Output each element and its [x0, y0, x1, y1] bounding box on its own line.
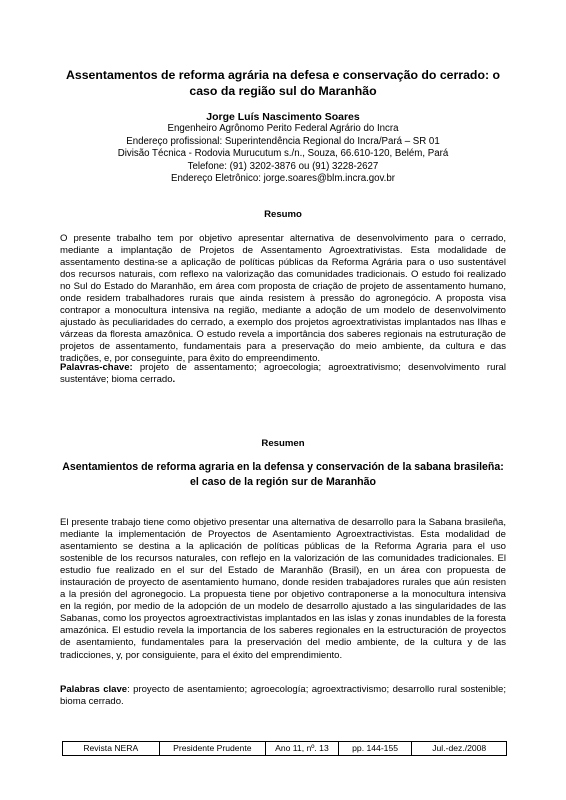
footer-issue: Ano 11, nº. 13 — [266, 742, 339, 755]
resumen-title: Asentamientos de reforma agraria en la defensa y conservación de la sabana brasileña: el caso de la región sur de Maranhão — [62, 461, 504, 488]
affiliation-line: Endereço Eletrônico: jorge.soares@blm.incra.gov.br — [171, 173, 395, 185]
affiliation-line: Telefone: (91) 3202-3876 ou (91) 3228-2627 — [187, 160, 379, 172]
affiliation-line: Engenheiro Agrônomo Perito Federal Agrário do Incra — [167, 123, 399, 134]
keywords-text: projeto de assentamento; agroecologia; agroextrativismo; desenvolvimento rural sustentáve; bioma cerrado — [60, 362, 506, 386]
keywords-end: . — [172, 374, 176, 386]
footer-city: Presidente Prudente — [160, 742, 267, 755]
keywords-label: Palabras clave — [60, 684, 128, 695]
resumo-keywords — [60, 362, 506, 386]
affiliation-line: Divisão Técnica - Rodovia Murucutum s./n., Souza, 66.610-120, Belém, Pará — [117, 148, 449, 160]
footer-pages: pp. 144-155 — [339, 742, 413, 755]
footer-date: Jul.-dez./2008 — [432, 743, 487, 753]
resumen-heading: Resumen — [261, 438, 305, 449]
resumen-body: El presente trabajo tiene como objetivo presentar una alternativa de desarrollo para la Sabana brasileña, mediante la implementación de Proyectos de Asentamiento Agroextractivistas. Esta modalidad de asentamiento se destina a la aplicación de políticas públicas de la Reforma Agraria para el uso sostenible de los recursos naturales, con reflejo en la valorización de las comunidades tradicionales. El estudio fue realizado en el sur del Estado de Maranhão (Brasil), en un área con propuesta de instauración de proyecto de asentamiento humano, donde residen trabajadores rurales que aún resisten a la presión del agronegocio. La propuesta tiene por objetivo contraponerse a la monocultura intensiva en la región, por medio de la adopción de un modelo de desarrollo ajustado a las singularidades de las Sabanas, como los proyectos agroextractivistas implantados en las islas y zonas inundables de la foresta amazónica. El estudio revela la importancia de los saberes regionales en la estructuración de proyectos de asentamiento, fundamentales para la preservación del medio ambiente, de la cultura y de las tradicciones, y, por consiguiente, para el éxito del emprendimiento. — [60, 517, 506, 661]
resumen-keywords — [60, 684, 506, 708]
affiliation-line: Endereço profissional: Superintendência Regional do Incra/Pará – SR 01 — [126, 135, 440, 147]
author-affiliation — [60, 123, 506, 186]
footer-journal: Revista NERA — [63, 742, 160, 755]
author-name: Jorge Luís Nascimento Soares — [206, 111, 360, 123]
keywords-text: : proyecto de asentamiento; agroecología; agroextractivismo; desarrollo rural sostenible; bioma cerrado. — [60, 684, 506, 708]
keywords-label: Palavras-chave: — [60, 362, 133, 373]
journal-footer — [62, 741, 507, 756]
resumo-heading: Resumo — [264, 209, 302, 220]
paper-title: Assentamentos de reforma agrária na defesa e conservação do cerrado: o caso da região sul do Maranhão — [66, 68, 500, 98]
resumo-body: O presente trabalho tem por objetivo apresentar alternativa de desenvolvimento para o cerrado, mediante a implantação de Projetos de Assentamento Agroextrativistas. Esta modalidade de assentamento destina-se a aplicação de políticas públicas da Reforma Agrária para o uso sustentável dos recursos naturais, com reflexo na valorização das comunidades tradicionais. O estudo foi realizado no Sul do Estado do Maranhão, em área com proposta de criação de projeto de assentamento humano, onde residem trabalhadores rurais que ainda resistem à pressão do agronegócio. A proposta visa contrapor a monocultura intensiva na região, mediante a adoção de um modelo de desenvolvimento ajustado às peculiaridades do cerrado, a exemplo dos projetos agroextrativistas implantados nas Ilhas e várzeas da floresta amazônica. O estudo revela a importância dos saberes regionais na estruturação de projetos de assentamento, fundamentais para a preservação do meio ambiente, da cultura e das tradições, e, por conseguinte, para êxito do empreendimento. — [60, 233, 506, 365]
